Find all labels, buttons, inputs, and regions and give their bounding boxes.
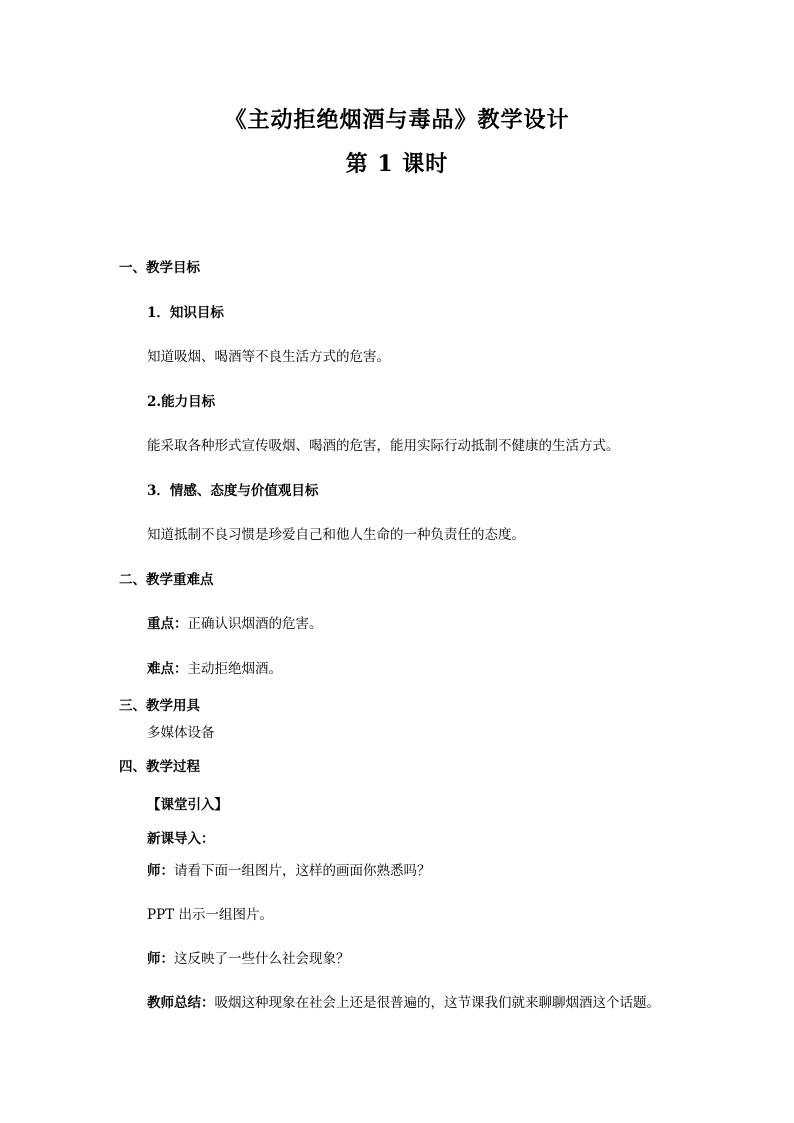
intro-heading: 【课堂引入】 xyxy=(147,797,228,813)
knowledge-objective-text: 知道吸烟、喝酒等不良生活方式的危害。 xyxy=(147,349,390,365)
difficulty-text: 主动拒绝烟酒。 xyxy=(187,661,282,677)
teacher-label-1: 师： xyxy=(147,863,174,879)
focus-label: 重点： xyxy=(147,616,188,632)
summary-label: 教师总结： xyxy=(147,995,215,1011)
section-heading-key-points: 二、教学重难点 xyxy=(119,572,214,588)
teacher-label-2: 师： xyxy=(147,951,174,967)
focus-line xyxy=(147,612,323,632)
ppt-text: PPT 出示一组图片。 xyxy=(147,907,273,923)
document-title: 《主动拒绝烟酒与毒品》教学设计 xyxy=(224,107,570,133)
section-heading-objectives: 一、教学目标 xyxy=(119,260,200,276)
ability-objective-heading: 2.能力目标 xyxy=(147,394,216,410)
summary-text: 吸烟这种现象在社会上还是很普遍的，这节课我们就来聊聊烟酒这个话题。 xyxy=(214,995,660,1011)
emotion-objective-text: 知道抵制不良习惯是珍爱自己和他人生命的一种负责任的态度。 xyxy=(147,527,525,543)
knowledge-objective-heading: 1．知识目标 xyxy=(147,305,224,321)
section-heading-process: 四、教学过程 xyxy=(119,759,200,775)
new-lesson-heading: 新课导入： xyxy=(147,831,215,847)
teacher-line-2 xyxy=(147,947,350,967)
summary-line xyxy=(147,991,660,1011)
ability-objective-text: 能采取各种形式宣传吸烟、喝酒的危害，能用实际行动抵制不健康的生活方式。 xyxy=(147,438,620,454)
document-subtitle: 第 1 课时 xyxy=(345,151,449,177)
section-heading-tools: 三、教学用具 xyxy=(119,698,200,714)
teacher-text-1: 请看下面一组图片，这样的画面你熟悉吗？ xyxy=(174,863,431,879)
emotion-objective-heading: 3．情感、态度与价值观目标 xyxy=(147,483,319,499)
focus-text: 正确认识烟酒的危害。 xyxy=(187,616,323,632)
tools-text: 多媒体设备 xyxy=(147,725,215,741)
difficulty-line xyxy=(147,657,282,677)
difficulty-label: 难点： xyxy=(147,661,188,677)
teacher-text-2: 这反映了一些什么社会现象？ xyxy=(174,951,350,967)
teacher-line-1 xyxy=(147,859,431,879)
